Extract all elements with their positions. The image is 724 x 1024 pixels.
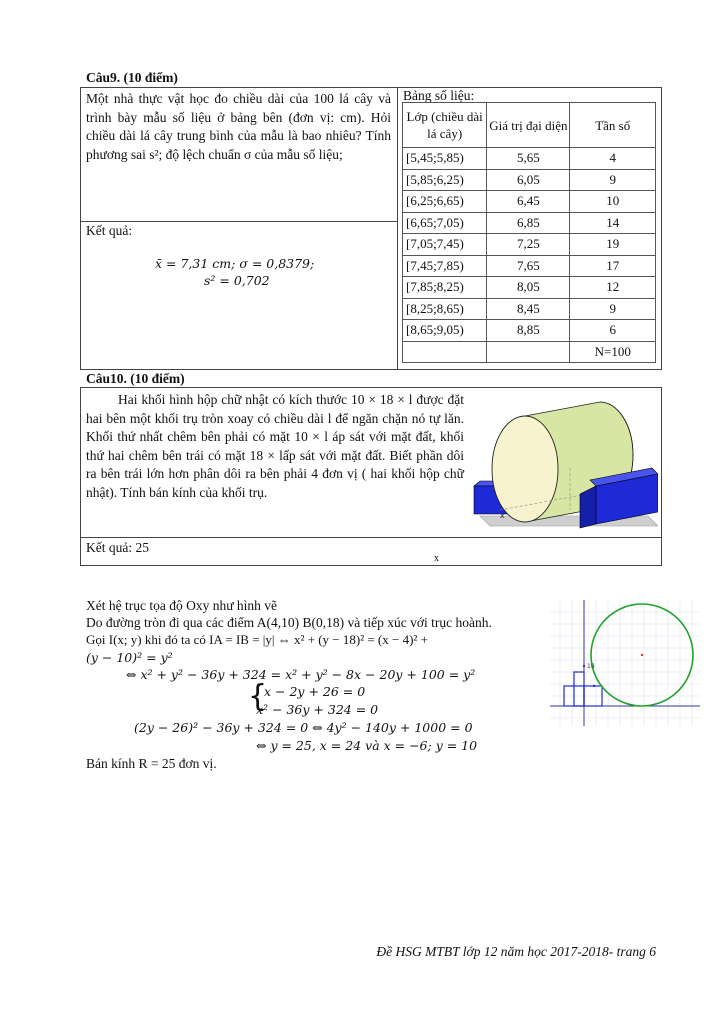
table-row (403, 169, 656, 191)
system-eq2: x² − 36y + 324 = 0 (256, 702, 379, 717)
cell-class: [7,05;7,45) (403, 234, 487, 256)
q10-stray-x: x (434, 553, 439, 564)
cell-value: 7,65 (487, 255, 570, 277)
cell-frequency: 4 (570, 148, 656, 170)
cell-value: 6,85 (487, 212, 570, 234)
cell-value: 6,45 (487, 191, 570, 213)
table-row (403, 320, 656, 342)
q10-problem: Hai khối hình hộp chữ nhật có kích thước 10 × 18 × l được đặt hai bên một khối trụ tròn xoay có chiều dài l để ngăn chặn nó tự lăn. Khối thứ nhất chêm bên phải có mặt 10 × l áp sát với mặt đất, khối thứ hai chêm bên trái có mặt 18 × lấp sát với mặt đất. Biết phần dôi ra bên trái lớn hơn phân dôi ra bên phải 4 đơn vị ( hai khối hộp chữ nhật). Tính bán kính của khối trụ. (86, 392, 464, 500)
cell-frequency: 14 (570, 212, 656, 234)
cell-frequency: 12 (570, 277, 656, 299)
q9-problem: Một nhà thực vật học đo chiều dài của 100 lá cây và trình bày mẫu số liệu ở bảng bên (đơn vị: cm). Hỏi chiều dài lá cây trung bình của mẫu là bao nhiêu? Tính phương sai s²; độ lệch chuẩn σ của mẫu số liệu; (86, 91, 391, 162)
solution-line8: Bán kính R = 25 đơn vị. (86, 756, 217, 771)
cell-class: [5,45;5,85) (403, 148, 487, 170)
table-header-row (403, 103, 656, 148)
q9-divider (397, 87, 398, 370)
q9-result-label: Kết quả: (86, 223, 133, 238)
cell-empty (487, 341, 570, 363)
cell-value: 6,05 (487, 169, 570, 191)
cell-value: 8,05 (487, 277, 570, 299)
system-brace: { (248, 679, 268, 714)
cell-empty (403, 341, 487, 363)
solution-line3: Gọi I(x; y) khi đó ta có IA = IB = |y| ⇔ x² + (y − 18)² = (x − 4)² + (86, 632, 428, 647)
cell-frequency: 17 (570, 255, 656, 277)
cell-class: [8,65;9,05) (403, 320, 487, 342)
solution-line6: (2y − 26)² − 36y + 324 = 0 ⇔ 4y² − 140y + 1000 = 0 (134, 720, 473, 735)
table-row (403, 277, 656, 299)
table-total-row (403, 341, 656, 363)
coordinate-plot (550, 600, 700, 726)
q10-result: Kết quả: 25 (86, 540, 149, 555)
figure-x-label: x (500, 511, 505, 520)
q10-title: Câu10. (10 điểm) (86, 371, 185, 386)
cell-frequency: 6 (570, 320, 656, 342)
header-value: Giá trị đại diện (487, 103, 570, 148)
table-row (403, 212, 656, 234)
q9-result-line2: s² = 0,702 (204, 273, 270, 288)
cell-frequency: 10 (570, 191, 656, 213)
cell-class: [8,25;8,65) (403, 298, 487, 320)
cell-class: [7,85;8,25) (403, 277, 487, 299)
table-row (403, 255, 656, 277)
solution-line2: Do đường tròn đi qua các điểm A(4,10) B(0,18) và tiếp xúc với trục hoành. (86, 615, 492, 630)
cell-frequency: 19 (570, 234, 656, 256)
cell-class: [6,65;7,05) (403, 212, 487, 234)
q9-title: Câu9. (10 điểm) (86, 70, 178, 85)
solution-line4: (y − 10)² = y² (86, 650, 173, 665)
q9-result-line1: x̄ = 7,31 cm; σ = 0,8379; (155, 256, 315, 271)
table-row (403, 191, 656, 213)
table-row (403, 148, 656, 170)
cylinder-figure (470, 398, 658, 532)
cell-class: [6,25;6,65) (403, 191, 487, 213)
table-row (403, 298, 656, 320)
cell-frequency: 9 (570, 298, 656, 320)
cell-class: [7,45;7,85) (403, 255, 487, 277)
table-row (403, 234, 656, 256)
q9-hdivider (80, 221, 397, 222)
cell-class: [5,85;6,25) (403, 169, 487, 191)
cell-value: 5,65 (487, 148, 570, 170)
frequency-table (402, 102, 656, 363)
plot-label-18: 18 (587, 663, 595, 670)
cell-value: 8,45 (487, 298, 570, 320)
cell-value: 7,25 (487, 234, 570, 256)
table-title: Bảng số liệu: (403, 88, 475, 103)
system-eq1: x − 2y + 26 = 0 (264, 684, 366, 699)
cell-frequency: 9 (570, 169, 656, 191)
q10-hdivider (80, 537, 662, 538)
cell-value: 8,85 (487, 320, 570, 342)
header-class: Lớp (chiều dài lá cây) (403, 103, 487, 148)
cell-total: N=100 (570, 341, 656, 363)
solution-line1: Xét hệ trục tọa độ Oxy như hình vẽ (86, 598, 278, 613)
page-footer: Đề HSG MTBT lớp 12 năm học 2017-2018- trang 6 (376, 944, 656, 959)
header-frequency: Tần số (570, 103, 656, 148)
solution-line5: ⇔ x² + y² − 36y + 324 = x² + y² − 8x − 20y + 100 = y² (126, 667, 476, 682)
solution-line7: ⇔ y = 25, x = 24 và x = −6; y = 10 (256, 738, 478, 753)
